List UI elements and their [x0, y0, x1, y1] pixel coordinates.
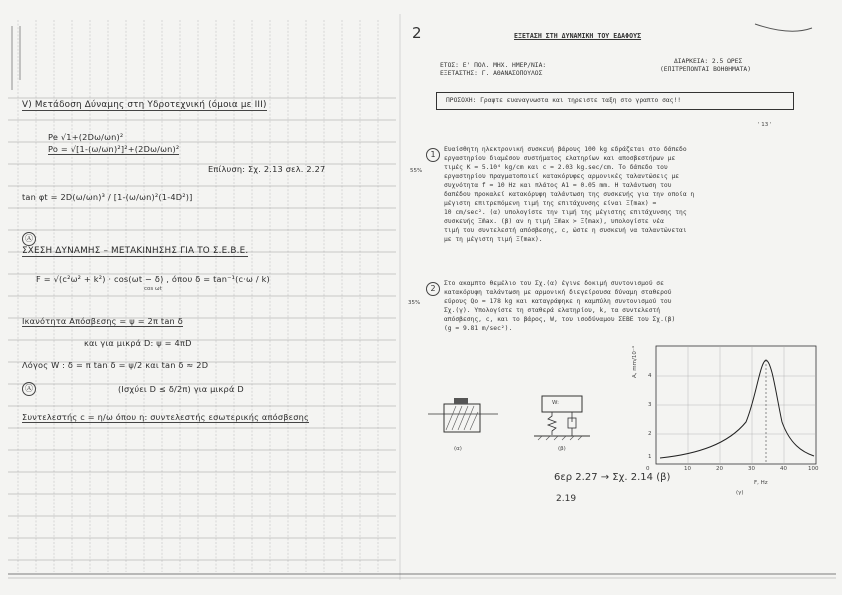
graph-y-axis-label: A, mm/10⁻⁴: [632, 346, 638, 378]
graph-y-tick: 3: [648, 402, 652, 408]
loss-ratio: Λόγος W : δ = π tan δ = ψ/2 και tan δ ≈ 2D: [22, 360, 209, 370]
marker-circle: Ⓐ: [22, 232, 36, 246]
q1-line: τιμές K = 5.10⁴ kg/cm και c = 2.03 kg.sec/cm. Το δάπεδο του: [444, 164, 668, 171]
transmissibility-numerator: Pe √1+(2Dω/ωn)²: [48, 132, 124, 142]
warning-text: ΠΡΟΣΟΧΗ: Γραψτε ευαναγνωστα και τηρειστε ταξη στο γραπτο σας!!: [446, 97, 682, 104]
force-formula: F = √(c²ω² + k²) · cos(ωt − δ) , όπου δ = tan⁻¹(c·ω / k): [36, 274, 270, 284]
q1-score: ' 13 ': [758, 122, 772, 128]
q1-line: συσκευής Ξ̈max. (β) αν η τιμή Ξ̈max > Ξ̈(max), υπολογίστε νέα: [444, 218, 664, 225]
q1-line: εργαστηρίου πραγματοποιεί κατακόρυφες αρμονικές ταλαντώσεις με: [444, 173, 680, 180]
graph-x-tick: 20: [716, 466, 723, 472]
transmissibility-denominator: Po = √[1-(ω/ωn)²]²+(2Dω/ωn)²: [48, 144, 180, 154]
damping-coefficient: Συντελεστής c = η/ω όπου η: συντελεστής εσωτερικής απόσβεσης: [22, 412, 310, 422]
cos-note: cos ωt: [144, 286, 162, 292]
q1-line: Ευαίσθητη ηλεκτρονική συσκευή βάρους 100 kg εδράζεται στο δάπεδο: [444, 146, 687, 153]
figure-b-mass-label: W:: [552, 400, 559, 406]
figure-c-label: (γ): [736, 490, 744, 496]
graph-y-tick: 1: [648, 454, 652, 460]
question-2-number: 2: [426, 282, 440, 296]
damping-capacity: Ικανότητα Απόσβεσης = ψ = 2π tan δ: [22, 316, 183, 326]
graph-x-tick: 30: [748, 466, 755, 472]
q2-line: (g = 9.81 m/sec²).: [444, 325, 513, 332]
q1-line: μέγιστη επιτρεπόμενη τιμή της επιτάχυνσης είναι Ξ̈(max) =: [444, 200, 657, 207]
exam-examiner: ΕΞΕΤΑΣΤΗΣ: Γ. ΑΘΑΝΑΣΟΠΟΥΛΟΣ: [440, 70, 543, 77]
exam-page: [406, 18, 836, 578]
question-1-number: 1: [426, 148, 440, 162]
figure-b-label: (β): [558, 446, 566, 452]
small-d-approx: και για μικρά D: ψ = 4πD: [84, 338, 192, 348]
handwritten-reference: 6ερ 2.27 → Σχ. 2.14 (β): [554, 472, 671, 483]
figure-a-foundation: [428, 390, 498, 450]
q1-line: δαπέδου προκαλεί κατακόρυφη ταλάντωση της συσκευής για την οποία η: [444, 191, 695, 198]
q2-line: εύρους Qo = 178 kg και καταγράφηκε η καμπύλη συντονισμού του: [444, 298, 672, 305]
q2-line: κατακόρυφη ταλάντωση με αρμονική διεγείρουσα δύναμη σταθερού: [444, 289, 672, 296]
graph-y-tick: 4: [648, 373, 652, 379]
q2-weight: 35%: [408, 300, 421, 306]
graph-x-unit: F, Hz: [754, 480, 768, 486]
q1-line: εργαστηρίου διαμέσου συστήματος ελατηρίων και αποσβεστήρων με: [444, 155, 676, 162]
graph-x-tick: 10: [684, 466, 691, 472]
graph-x-tick: 100: [808, 466, 819, 472]
q1-line: τιμή του συντελεστή απόσβεσης, c, ώστε η συσκευή να ταλαντώνεται: [444, 227, 687, 234]
marker-circle-2: Ⓐ: [22, 382, 36, 396]
validity-note: (Ισχύει D ≤ δ/2π) για μικρά D: [118, 384, 244, 394]
figure-b-sdof: [524, 390, 604, 450]
graph-x-tick: 0: [646, 466, 650, 472]
exam-year: ΕΤΟΣ: Ε' ΠΟΛ. ΜΗΧ. ΗΜΕΡ/ΝΙΑ:: [440, 62, 547, 69]
graph-y-tick: 2: [648, 431, 652, 437]
q1-weight: 55%: [410, 168, 423, 174]
q2-line: απόσβεσης, c, και το βάρος, W, του ισοδύναμου ΣΕΒΕ του Σχ.(β): [444, 316, 676, 323]
figure-a-label: (α): [454, 446, 462, 452]
phase-angle-formula: tan φt = 2D(ω/ωn)³ / [1-(ω/ωn)²(1-4D²)]: [22, 192, 193, 202]
q2-line: Στο ακαμπτο θεμέλιο του Σχ.(α) έγινε δοκιμή συντονισμού σε: [444, 280, 664, 287]
section-v-title: V) Μετάδοση Δύναμης στη Υδροτεχνική (όμοια με ΙΙΙ): [22, 100, 267, 110]
handwritten-page-ref: 2.19: [556, 494, 577, 504]
exam-allowed-aids: (ΕΠΙΤΡΕΠΟΝΤΑΙ ΒΟΗΘΗΜΑΤΑ): [660, 66, 751, 73]
force-displacement-title: ΣΧΕΣΗ ΔΥΝΑΜΗΣ – ΜΕΤΑΚΙΝΗΣΗΣ ΓΙΑ ΤΟ Σ.Ε.Β.Ε.: [22, 246, 249, 256]
q1-line: με τη μέγιστη τιμή Ξ̈(max).: [444, 236, 543, 243]
figure-c-resonance-curve: [638, 338, 828, 488]
graph-x-tick: 40: [780, 466, 787, 472]
page-number: 2: [412, 24, 422, 42]
q1-line: 10 cm/sec². (α) υπολογίστε την τιμή της μέγιστης επιτάχυνσης της: [444, 209, 687, 216]
exam-duration: ΔΙΑΡΚΕΙΑ: 2.5 ΩΡΕΣ: [674, 58, 743, 65]
exam-header-title: ΕΞΕΤΑΣΗ ΣΤΗ ΔΥΝΑΜΙΚΗ ΤΟΥ ΕΔΑΦΟΥΣ: [514, 32, 642, 40]
q2-line: Σχ.(γ). Υπολογίστε τη σταθερά ελατηρίου, k, τα συντελεστή: [444, 307, 661, 314]
q1-line: συχνότητα f = 10 Hz και πλάτος A1 = 0.05 mm. Η ταλάντωση του: [444, 182, 672, 189]
solution-reference: Επίλυση: Σχ. 2.13 σελ. 2.27: [208, 164, 326, 174]
